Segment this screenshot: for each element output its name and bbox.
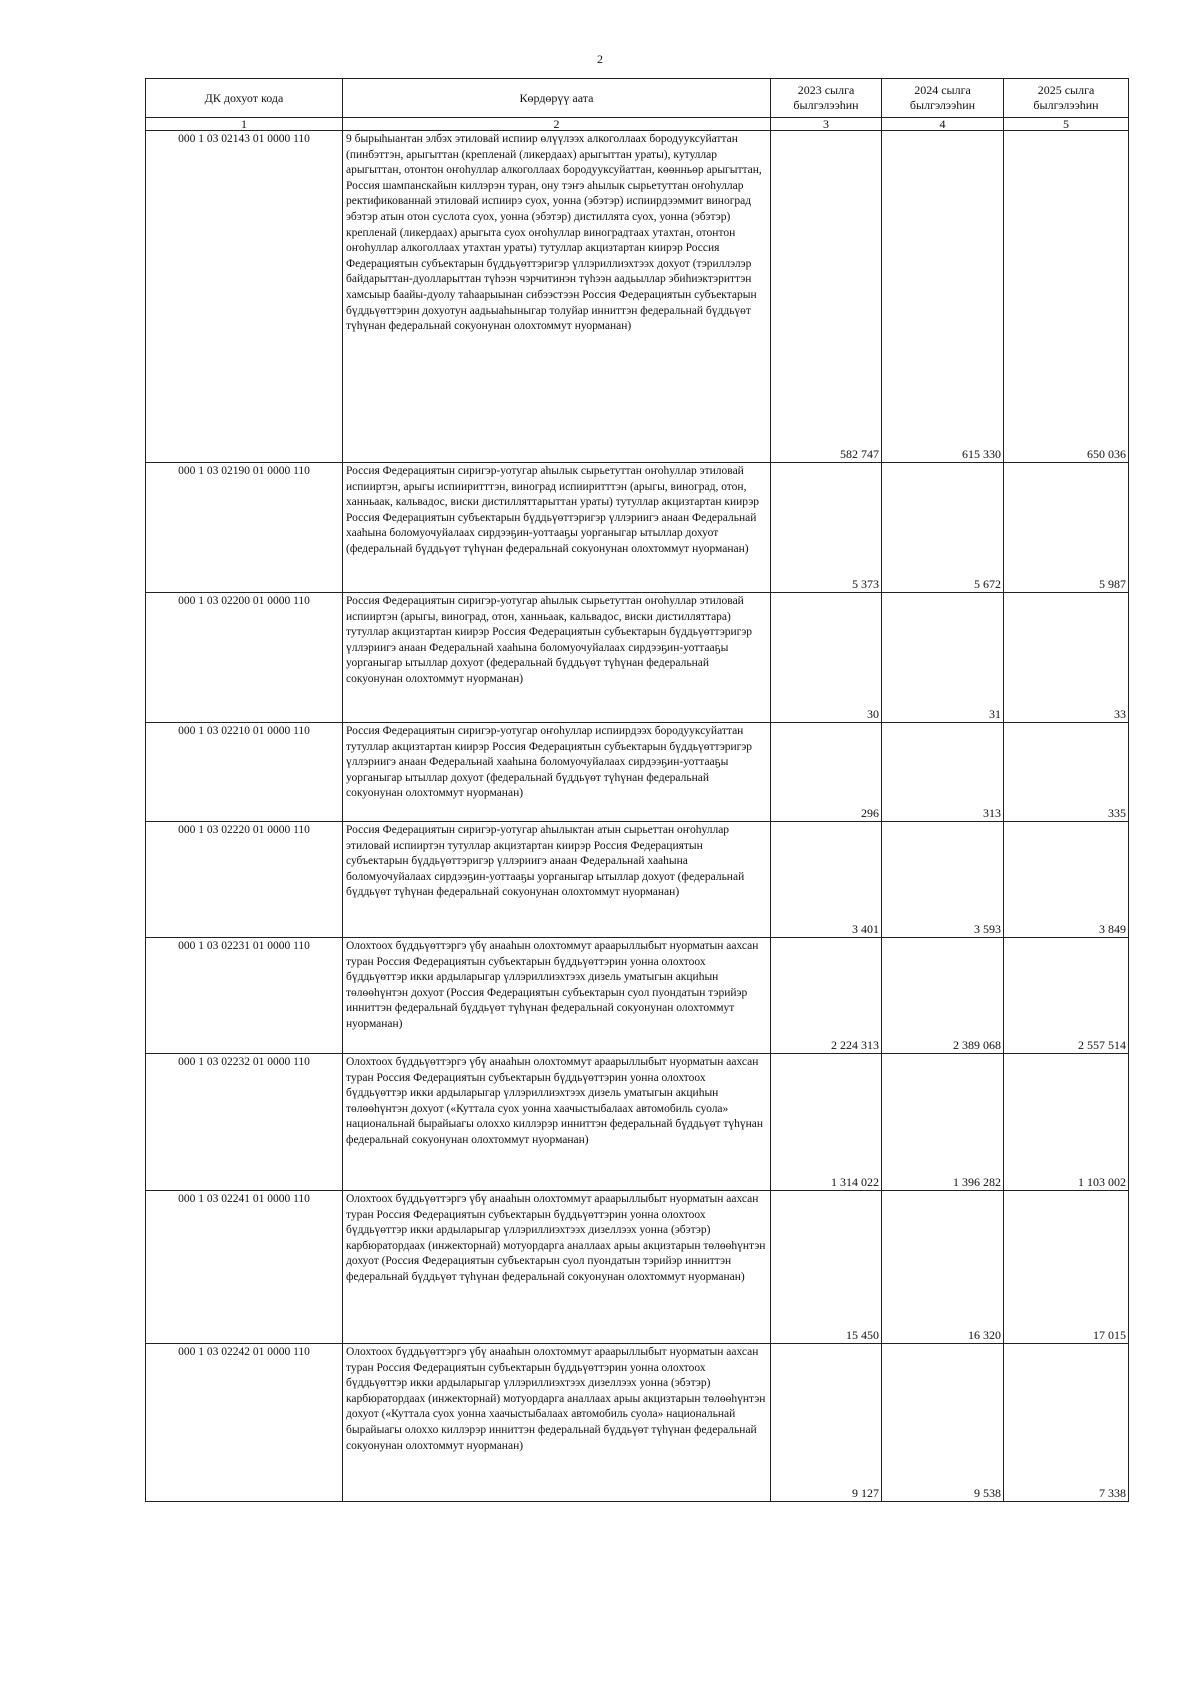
table-row bbox=[146, 1191, 1129, 1344]
value-2024: 9 538 bbox=[882, 1344, 1004, 1502]
value-2025: 335 bbox=[1004, 723, 1129, 822]
revenue-description: Олохтоох бүддьүөттэргэ үбү анааһын олохтоммут араарыллыбыт нуорматын аахсан туран Россия Федерациятын субъектарын бүддьүөттэрин уонна олохтоох бүддьүөттэр икки ардыларыгар үллэриллиэхтээх дизель уматыгын акциһын төлөөһүнтэн дохуот (Россия Федерациятын субъектарын суол пуондатын тэрийэр инниттэн федеральнай бүддьүөт түһүнан федеральнай сокуонунан олохтоммут нуорманан) bbox=[343, 938, 771, 1054]
table-row bbox=[146, 1054, 1129, 1191]
value-2024: 1 396 282 bbox=[882, 1054, 1004, 1191]
value-2025: 2 557 514 bbox=[1004, 938, 1129, 1054]
value-2023: 2 224 313 bbox=[771, 938, 882, 1054]
value-2024: 31 bbox=[882, 593, 1004, 723]
value-2025: 7 338 bbox=[1004, 1344, 1129, 1502]
value-2024: 16 320 bbox=[882, 1191, 1004, 1344]
column-number: 1 bbox=[146, 118, 343, 131]
value-2023: 582 747 bbox=[771, 131, 882, 463]
value-2024: 313 bbox=[882, 723, 1004, 822]
value-2023: 1 314 022 bbox=[771, 1054, 882, 1191]
value-2025: 33 bbox=[1004, 593, 1129, 723]
page-number: 2 bbox=[597, 52, 603, 66]
value-2023: 30 bbox=[771, 593, 882, 723]
revenue-description: Олохтоох бүддьүөттэргэ үбү анааһын олохтоммут араарыллыбыт нуорматын аахсан туран Россия Федерациятын субъектарын бүддьүөттэрин уонна олохтоох бүддьүөттэр икки ардыларыгар үллэриллиэхтээх дизеллээх уонна (эбэтэр) карбюратордаах (инжекторнай) мотуордарга аналлаах арыы акцизтарын төлөөһүнтэн дохуот (Россия Федерациятын субъектарын суол пуондатын тэрийэр инниттэн федеральнай бүддьүөт түһүнан федеральнай сокуонунан олохтоммут нуорманан) bbox=[343, 1191, 771, 1344]
value-2023: 15 450 bbox=[771, 1191, 882, 1344]
revenue-code: 000 1 03 02143 01 0000 110 bbox=[146, 131, 343, 463]
revenue-description: Олохтоох бүддьүөттэргэ үбү анааһын олохтоммут араарыллыбыт нуорматын аахсан туран Россия Федерациятын субъектарын бүддьүөттэрин уонна олохтоох бүддьүөттэр икки ардыларыгар үллэриллиэхтээх дизель уматыгын акциһын төлөөһүнтэн дохуот («Куттала суох уонна хаачыстыбалаах автомобиль суола» национальнай бырайыагы олоххо киллэрэр инниттэн федеральнай бүддьүөт түһүнан федеральнай сокуонунан олохтоммут нуорманан) bbox=[343, 1054, 771, 1191]
value-2025: 3 849 bbox=[1004, 822, 1129, 938]
value-2023: 296 bbox=[771, 723, 882, 822]
header-name: Көрдөрүү аата bbox=[343, 79, 771, 118]
revenue-code: 000 1 03 02220 01 0000 110 bbox=[146, 822, 343, 938]
revenue-code: 000 1 03 02231 01 0000 110 bbox=[146, 938, 343, 1054]
column-number: 5 bbox=[1004, 118, 1129, 131]
table-row bbox=[146, 938, 1129, 1054]
table-row bbox=[146, 822, 1129, 938]
value-2023: 5 373 bbox=[771, 463, 882, 593]
header-2024: 2024 сылга былгэлээһин bbox=[882, 79, 1004, 118]
column-number-row bbox=[146, 118, 1129, 131]
table-row bbox=[146, 131, 1129, 463]
revenue-description: Россия Федерациятын сиригэр-уотугар аһылыктан атын сырьеттан оҥоһуллар этиловай испииртэн тутуллар акцизтартан киирэр Россия Федерациятын субъектарын бүддьүөттэригэр үллэриигэ анаан Федеральнай хааһына боломуочуйалаах сирдээҕин-уоттааҕы уорганыгар ытыллар дохуот (федеральнай бүддьүөт түһүнан федеральнай сокуонунан олохтоммут нуорманан) bbox=[343, 822, 771, 938]
column-number: 3 bbox=[771, 118, 882, 131]
table-row bbox=[146, 463, 1129, 593]
column-number: 2 bbox=[343, 118, 771, 131]
revenue-description: Олохтоох бүддьүөттэргэ үбү анааһын олохтоммут араарыллыбыт нуорматын аахсан туран Россия Федерациятын субъектарын бүддьүөттэрин уонна олохтоох бүддьүөттэр икки ардыларыгар үллэриллиэхтээх дизеллээх уонна (эбэтэр) карбюратордаах (инжекторнай) мотуордарга аналлаах арыы акцизтарын төлөөһүнтэн дохуот («Куттала суох уонна хаачыстыбалаах автомобиль суола» национальнай бырайыагы олоххо киллэрэр инниттэн федеральнай бүддьүөт түһүнан федеральнай сокуонунан олохтоммут нуорманан) bbox=[343, 1344, 771, 1502]
table-row bbox=[146, 593, 1129, 723]
revenue-description: Россия Федерациятын сиригэр-уотугар аһылык сырьетуттан оҥоһуллар этиловай испииртэн (арыгы, виноград, отон, ханньаак, кальвадос, виски дистилляттара) тутуллар акцизтартан киирэр Россия Федерациятын субъектарын бүддьүөттэригэр үллэриигэ анаан Федеральнай хааһына боломуочуйалаах сирдээҕин-уоттааҕы уорганыгар ытыллар дохуот (федеральнай бүддьүөт түһүнан федеральнай сокуонунан олохтоммут нуорманан) bbox=[343, 593, 771, 723]
revenue-description: Россия Федерациятын сиригэр-уотугар оҥоһуллар испиирдээх бородууксуйаттан тутуллар акцизтартан киирэр Россия Федерациятын субъектарын бүддьүөттэригэр үллэриигэ анаан Федеральнай хааһына боломуочуйалаах сирдээҕин-уоттааҕы уорганыгар ытыллар дохуот (федеральнай бүддьүөт түһүнан федеральнай сокуонунан олохтоммут нуорманан) bbox=[343, 723, 771, 822]
value-2025: 1 103 002 bbox=[1004, 1054, 1129, 1191]
header-2025: 2025 сылга былгэлээһин bbox=[1004, 79, 1129, 118]
revenue-code: 000 1 03 02242 01 0000 110 bbox=[146, 1344, 343, 1502]
table-header-row bbox=[146, 79, 1129, 118]
revenue-description: 9 бырыһыантан элбэх этиловай испиир өлүүлээх алкоголлаах бородууксуйаттан (пинбэттэн, арыгыттан (крепленай (ликердаах) арыгыттан ураты), кутуллар арыгыттан, отонтон оҥоһуллар алкоголлаах бородууксуйаттан, көөнньөр арыгыттан, Россия шампанскайын киллэрэн туран, ону тэҥэ аһылык сырьетуттан оҥоһуллар ректификованнай этиловай испиирэ суох, уонна (эбэтэр) испиирдээммит виноград эбэтэр атын отон суслота суох, уонна (эбэтэр) дистиллята суох, уонна (эбэтэр) крепленай (ликердаах) арыгыта суох оҥоһуллар виноградтаах утахтан, отонтон оҥоһуллар алкоголлаах утахтан ураты) тутуллар акцизтартан киирэр Россия Федерациятын субъектарын бүддьүөттэригэр үллэриллиэхтээх дохуот (тэриллэлэр байдарыттан-дуолларыттан түһээн чэрчитинэн түһээн аадьыллар эбиһиэктэриттэн хамсыыр баайы-дуолу таһаарыынан сибээстээн Россия Федерациятын субъектарын бүддьүөттэрин дохуотун аадьыаһыныгар толуйар инниттэн федеральнай бүддьүөт түһүнан федеральнай сокуонунан олохтоммут нуорманан) bbox=[343, 131, 771, 463]
revenue-code: 000 1 03 02241 01 0000 110 bbox=[146, 1191, 343, 1344]
revenue-code: 000 1 03 02210 01 0000 110 bbox=[146, 723, 343, 822]
value-2025: 5 987 bbox=[1004, 463, 1129, 593]
value-2024: 3 593 bbox=[882, 822, 1004, 938]
revenue-code: 000 1 03 02232 01 0000 110 bbox=[146, 1054, 343, 1191]
revenue-description: Россия Федерациятын сиригэр-уотугар аһылык сырьетуттан оҥоһуллар этиловай испииртэн, арыгы испииритттэн, виноград испииритттэн (арыгы, виноград, отон, ханньаак, кальвадос, виски дистилляттарыттан ураты) тутуллар акцизтартан киирэр Россия Федерациятын субъектарын бүддьүөттэригэр үллэриигэ анаан Федеральнай хааһына боломуочуйалаах сирдээҕин-уоттааҕы уорганыгар ытыллар дохуот (федеральнай бүддьүөт түһүнан федеральнай сокуонунан олохтоммут нуорманан) bbox=[343, 463, 771, 593]
column-number: 4 bbox=[882, 118, 1004, 131]
value-2024: 5 672 bbox=[882, 463, 1004, 593]
table-row bbox=[146, 1344, 1129, 1502]
revenue-code: 000 1 03 02200 01 0000 110 bbox=[146, 593, 343, 723]
budget-table bbox=[145, 78, 1129, 1502]
revenue-code: 000 1 03 02190 01 0000 110 bbox=[146, 463, 343, 593]
header-2023: 2023 сылга былгэлээһин bbox=[771, 79, 882, 118]
table-row bbox=[146, 723, 1129, 822]
value-2023: 3 401 bbox=[771, 822, 882, 938]
value-2025: 650 036 bbox=[1004, 131, 1129, 463]
value-2024: 615 330 bbox=[882, 131, 1004, 463]
table-body bbox=[146, 131, 1129, 1502]
header-code: ДК дохуот кода bbox=[146, 79, 343, 118]
value-2025: 17 015 bbox=[1004, 1191, 1129, 1344]
value-2023: 9 127 bbox=[771, 1344, 882, 1502]
value-2024: 2 389 068 bbox=[882, 938, 1004, 1054]
